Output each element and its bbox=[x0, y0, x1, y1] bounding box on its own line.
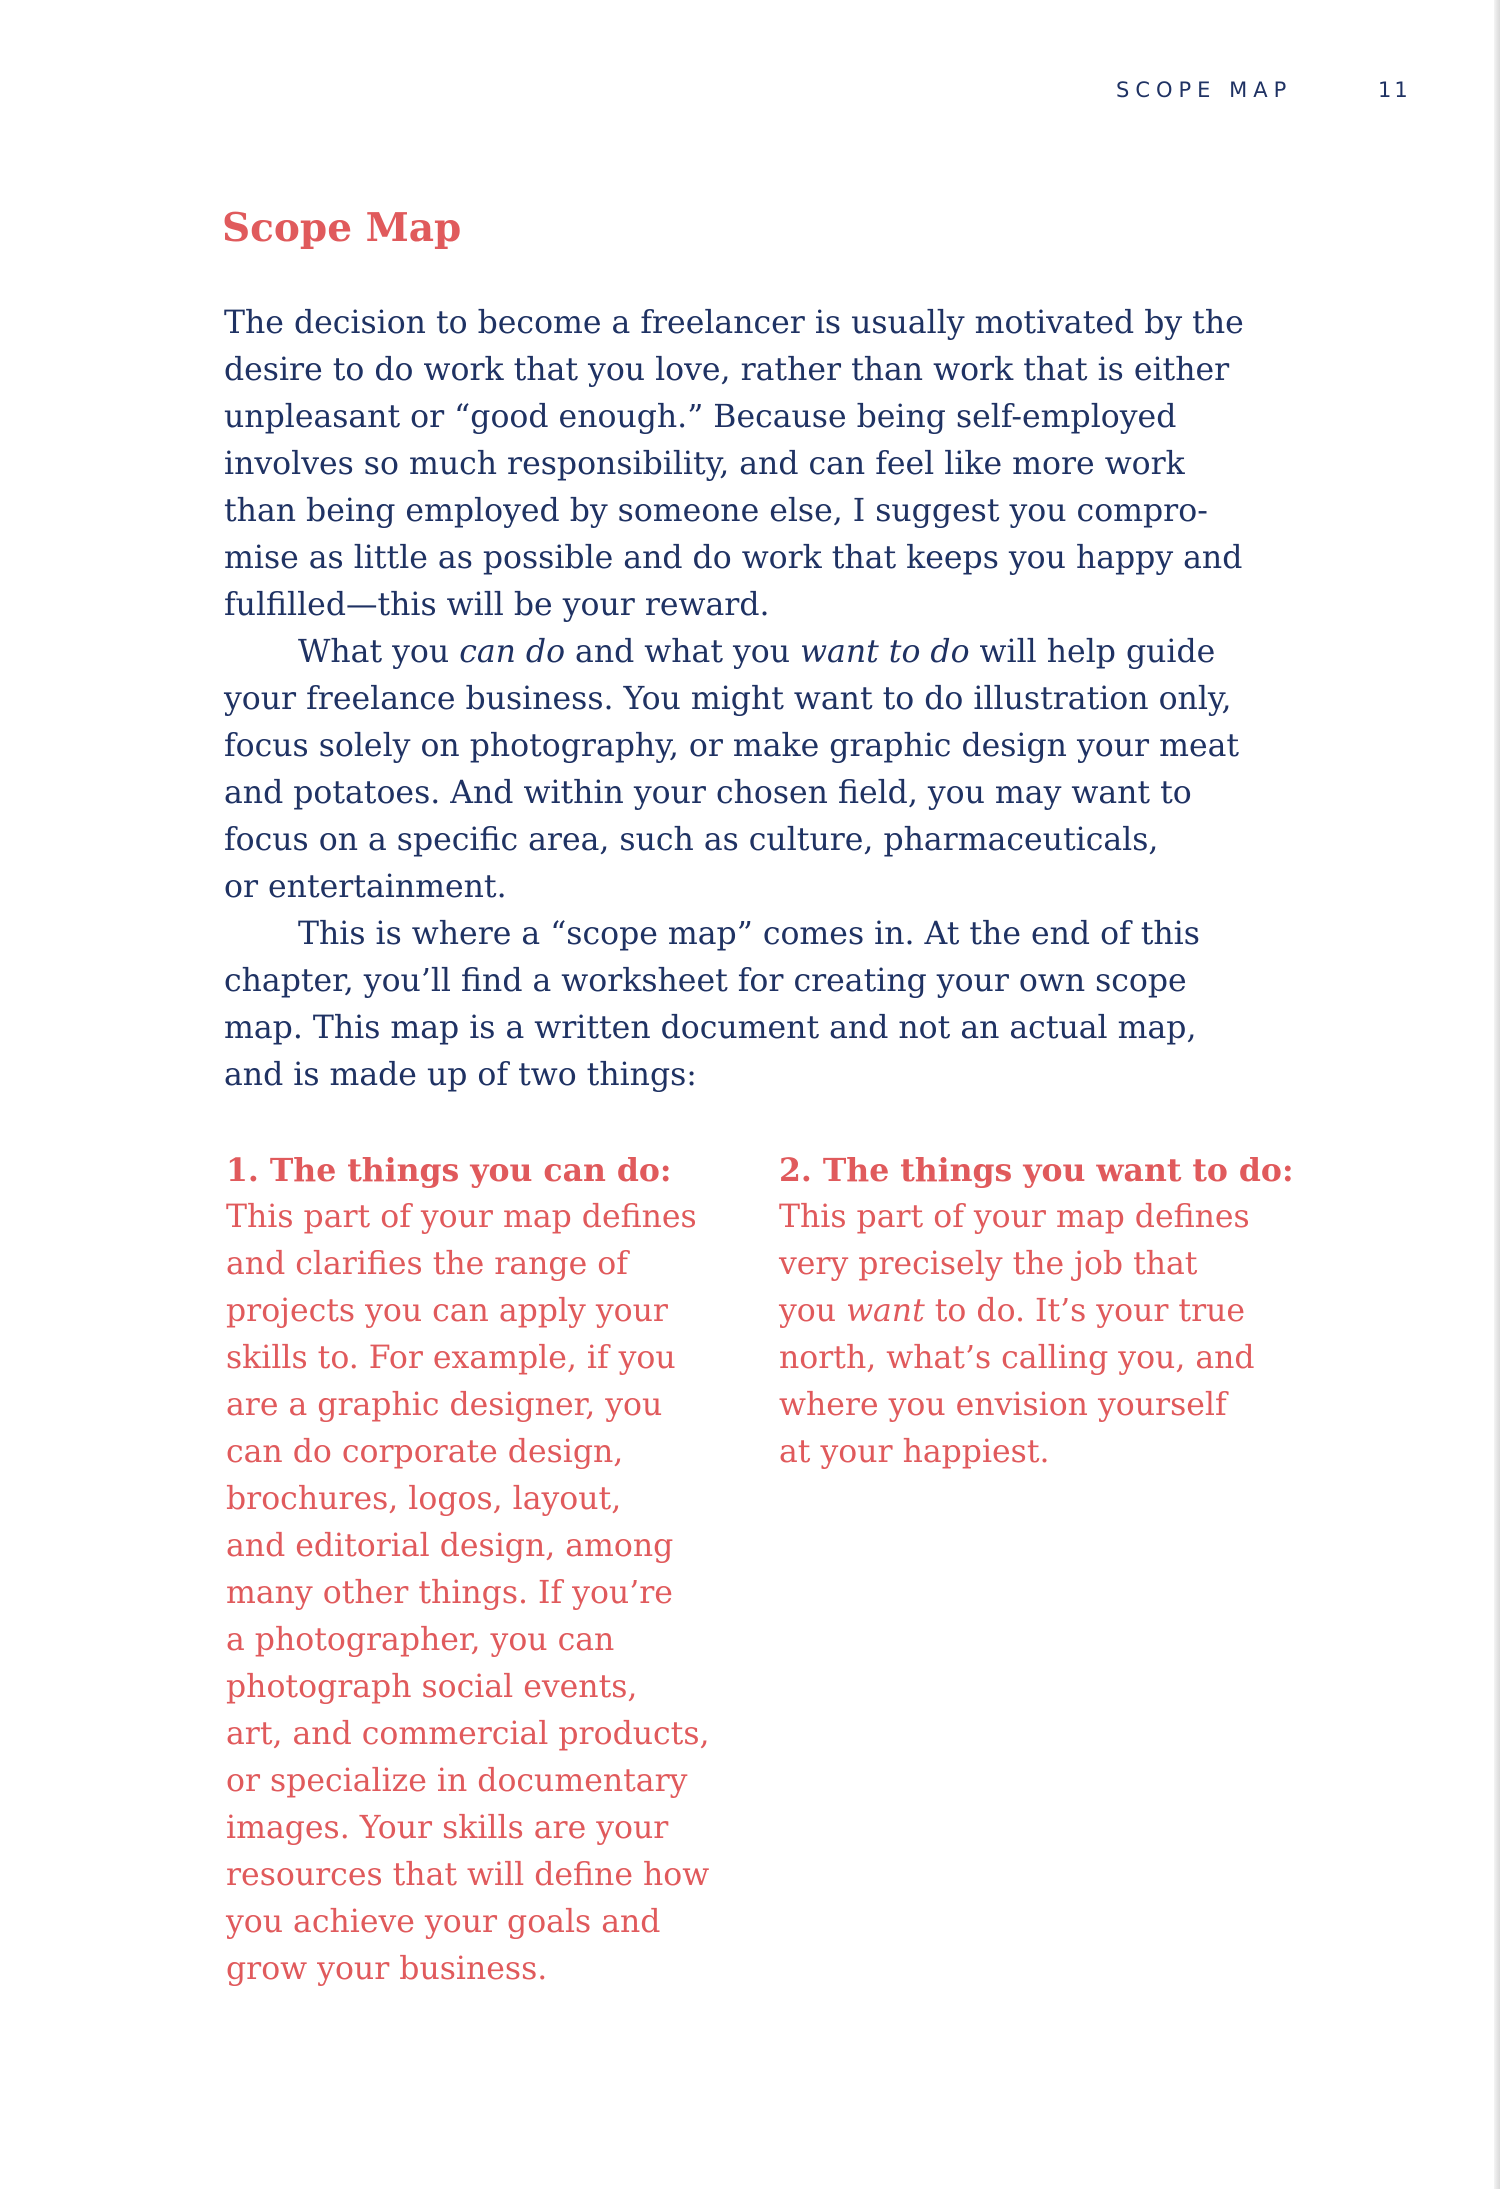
page-number: 11 bbox=[1378, 78, 1411, 102]
text-line: projects you can apply your bbox=[226, 1293, 668, 1329]
text-line bbox=[224, 629, 1304, 676]
emphasis-want-to-do: want to do bbox=[800, 634, 970, 670]
text-line: or entertainment. bbox=[224, 869, 507, 905]
text-line: and editorial design, among bbox=[226, 1528, 674, 1564]
paragraph-3 bbox=[224, 911, 1304, 1099]
text-line bbox=[779, 1288, 1299, 1335]
text-line: This part of your map defines bbox=[226, 1199, 697, 1235]
text-line: chapter, you’ll find a worksheet for creating your own scope bbox=[224, 963, 1187, 999]
text-line: focus on a specific area, such as culture, pharmaceuticals, bbox=[224, 822, 1159, 858]
text-line: The decision to become a freelancer is usually motivated by the bbox=[224, 305, 1244, 341]
section-title: Scope Map bbox=[222, 205, 462, 251]
text-line: images. Your skills are your bbox=[226, 1810, 669, 1846]
text-line: This is where a “scope map” comes in. At the end of this bbox=[298, 916, 1200, 952]
paragraph-2 bbox=[224, 629, 1304, 911]
text-line: focus solely on photography, or make graphic design your meat bbox=[224, 728, 1240, 764]
text-line: grow your business. bbox=[226, 1951, 548, 1987]
text-line: or specialize in documentary bbox=[226, 1763, 688, 1799]
text-line: than being employed by someone else, I suggest you compro- bbox=[224, 493, 1208, 529]
text-line: you achieve your goals and bbox=[226, 1904, 661, 1940]
text-run: will help guide bbox=[969, 634, 1216, 670]
page-edge bbox=[1494, 0, 1500, 2189]
paragraph-1 bbox=[224, 300, 1304, 629]
text-line: involves so much responsibility, and can feel like more work bbox=[224, 446, 1185, 482]
text-line: skills to. For example, if you bbox=[226, 1340, 676, 1376]
text-run: and what you bbox=[565, 634, 801, 670]
text-line: art, and commercial products, bbox=[226, 1716, 710, 1752]
text-line: This part of your map defines bbox=[779, 1199, 1250, 1235]
text-line: mise as little as possible and do work that keeps you happy and bbox=[224, 540, 1243, 576]
text-run: to do. It’s your true bbox=[924, 1293, 1246, 1329]
text-line: fulfilled—this will be your reward. bbox=[224, 587, 770, 623]
text-line: and is made up of two things: bbox=[224, 1057, 697, 1093]
text-line: brochures, logos, layout, bbox=[226, 1481, 622, 1517]
column-heading-want-to-do: 2. The things you want to do: bbox=[779, 1152, 1294, 1189]
text-line: where you envision yourself bbox=[779, 1387, 1227, 1423]
text-line: desire to do work that you love, rather than work that is either bbox=[224, 352, 1230, 388]
text-run: you bbox=[779, 1293, 847, 1329]
text-line: resources that will define how bbox=[226, 1857, 710, 1893]
text-run: What you bbox=[298, 634, 460, 670]
text-line: at your happiest. bbox=[779, 1434, 1050, 1470]
text-line: are a graphic designer, you bbox=[226, 1387, 663, 1423]
column-heading-can-do: 1. The things you can do: bbox=[226, 1152, 672, 1189]
column-want-to-do bbox=[779, 1147, 1299, 1476]
column-text-want-to-do bbox=[779, 1194, 1299, 1476]
text-line: many other things. If you’re bbox=[226, 1575, 673, 1611]
emphasis-can-do: can do bbox=[459, 634, 566, 670]
running-head bbox=[1040, 78, 1460, 108]
text-line: and clarifies the range of bbox=[226, 1246, 628, 1282]
text-line: north, what’s calling you, and bbox=[779, 1340, 1255, 1376]
running-title: SCOPE MAP bbox=[1116, 78, 1293, 102]
text-line: unpleasant or “good enough.” Because being self-employed bbox=[224, 399, 1177, 435]
text-line: a photographer, you can bbox=[226, 1622, 615, 1658]
column-can-do bbox=[226, 1147, 766, 1993]
text-line: photograph social events, bbox=[226, 1669, 638, 1705]
text-line: can do corporate design, bbox=[226, 1434, 624, 1470]
text-line: very precisely the job that bbox=[779, 1246, 1198, 1282]
body-text bbox=[224, 300, 1304, 1099]
column-text-can-do bbox=[226, 1194, 766, 1993]
emphasis-want: want bbox=[846, 1293, 925, 1329]
text-line: map. This map is a written document and not an actual map, bbox=[224, 1010, 1197, 1046]
text-line: your freelance business. You might want to do illustration only, bbox=[224, 681, 1232, 717]
text-line: and potatoes. And within your chosen field, you may want to bbox=[224, 775, 1192, 811]
